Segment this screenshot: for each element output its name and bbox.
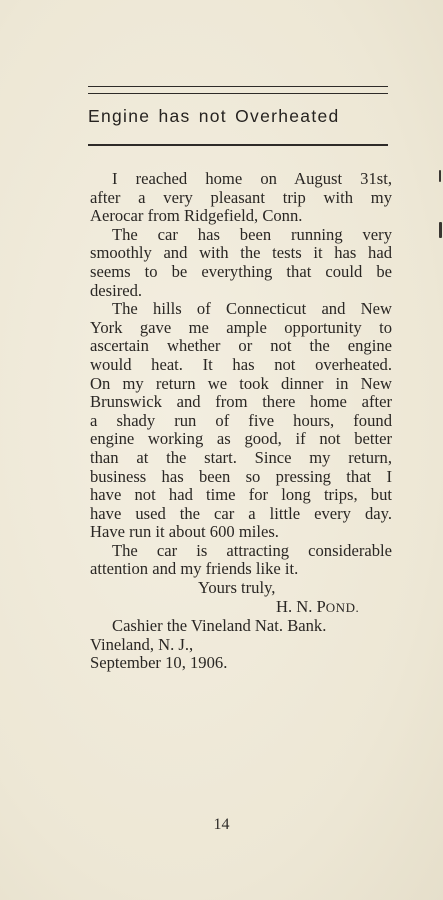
text-line: On my return we took dinner in New <box>90 373 392 393</box>
text-line: have used the car a little every day. <box>90 503 392 523</box>
text-line: engine working as good, if not better <box>90 429 392 449</box>
text-line: business has been so pressing that I <box>90 466 392 486</box>
text-line: smoothly and with the tests it has had <box>90 243 392 263</box>
top-rule <box>88 86 388 87</box>
text-line: seems to be everything that could be <box>90 261 392 281</box>
text-line: have not had time for long trips, but <box>90 485 392 505</box>
signature-small-caps: OND. <box>325 599 360 615</box>
text-line: after a very pleasant trip with my <box>90 187 392 207</box>
letter-date: September 10, 1906. <box>90 653 228 673</box>
text-line: I reached home on August 31st, <box>112 169 392 188</box>
signer-title: Cashier the Vineland Nat. Bank. <box>112 616 327 636</box>
text-line: ascertain whether or not the engine <box>90 336 392 356</box>
page-edge-mark <box>439 222 442 238</box>
page-heading: Engine has not Overheated <box>88 106 340 126</box>
text-line: The car is attracting considerable <box>112 540 392 560</box>
text-line: than at the start. Since my return, <box>90 447 392 467</box>
text-line: would heat. It has not overheated. <box>90 354 392 374</box>
text-line: The hills of Connecticut and New <box>112 299 392 319</box>
letter-signature <box>90 598 392 618</box>
text-line: Aerocar from Ridgefield, Conn. <box>90 206 303 226</box>
heading-rule <box>88 144 388 146</box>
text-line: attention and my friends like it. <box>90 559 299 579</box>
signature-initials: H. N. P <box>276 596 326 616</box>
text-line: The car has been running very <box>112 224 392 244</box>
page-number: 14 <box>213 816 230 833</box>
text-line: Have run it about 600 miles. <box>90 522 279 542</box>
text-line: York gave me ample opportunity to <box>90 317 392 337</box>
text-line: a shady run of five hours, found <box>90 410 392 430</box>
letter-closing: Yours truly, <box>198 578 276 598</box>
letter-body <box>90 170 392 673</box>
page-edge-mark <box>439 170 441 182</box>
text-line: desired. <box>90 280 143 300</box>
signer-location: Vineland, N. J., <box>90 634 194 654</box>
text-line: Brunswick and from there home after <box>90 392 392 412</box>
top-rule-inner <box>88 93 388 94</box>
